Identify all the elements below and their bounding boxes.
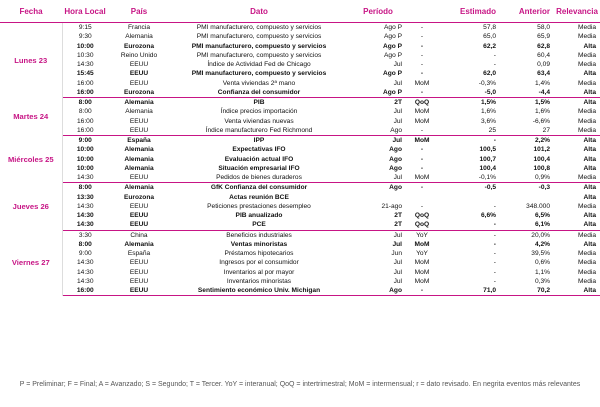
- estimado-cell: -0,1%: [436, 173, 500, 183]
- table-row: [0, 51, 600, 60]
- table-row: [0, 136, 600, 146]
- tipo-cell: MoM: [414, 108, 430, 116]
- dato-cell: PMI manufacturero, compuesto y servicios: [196, 51, 322, 59]
- dato-cell: Expectativas IFO: [232, 146, 286, 154]
- header-tipo: [408, 0, 436, 23]
- relevancia-cell: Alta: [583, 240, 596, 248]
- hora-cell: 10:00: [76, 164, 94, 172]
- estimado-cell: -: [493, 231, 496, 239]
- hora-cell: 14:30: [76, 268, 94, 276]
- table-row: [0, 230, 600, 240]
- relevancia-cell: Media: [578, 24, 596, 32]
- hora-cell: 9:30: [78, 33, 92, 41]
- dato-cell: GfK Confianza del consumidor: [210, 184, 308, 192]
- estimado-cell: 65,0: [483, 33, 496, 41]
- table-row: [0, 42, 600, 51]
- table-row: [0, 23, 600, 33]
- pais-cell: EEUU: [108, 286, 170, 296]
- dato-cell: Índice precios importación: [220, 108, 298, 116]
- estimado-cell: -: [493, 51, 496, 59]
- estimado-cell: -: [493, 268, 496, 276]
- dato-cell: PMI manufacturero, compuesto y servicios: [196, 24, 322, 32]
- anterior-cell: 6,1%: [500, 220, 554, 230]
- tipo-cell: -: [420, 184, 424, 192]
- anterior-cell: 2,2%: [534, 137, 550, 145]
- table-row: [0, 126, 600, 136]
- table-row: [0, 286, 600, 296]
- table-row: [0, 258, 600, 267]
- anterior-cell: 4,2%: [534, 240, 550, 248]
- periodo-cell: Jul: [393, 79, 402, 87]
- periodo-cell: 2T: [348, 220, 408, 230]
- anterior-cell: 70,2: [500, 286, 554, 296]
- pais-cell: EEUU: [129, 117, 149, 125]
- anterior-cell: 39,5%: [531, 250, 550, 258]
- tipo-cell: -: [420, 70, 424, 78]
- hora-cell: 14:30: [76, 277, 94, 285]
- tipo-cell: MoM: [414, 117, 430, 125]
- pais-cell: EEUU: [129, 259, 149, 267]
- relevancia-cell: Alta: [583, 70, 596, 78]
- relevancia-cell: Alta: [583, 99, 596, 107]
- estimado-cell: 6,6%: [480, 212, 496, 220]
- estimado-cell: [436, 193, 500, 202]
- anterior-cell: 0,3%: [534, 277, 550, 285]
- pais-cell: Alemania: [125, 108, 153, 116]
- tipo-cell: QoQ: [408, 220, 436, 230]
- relevancia-cell: Media: [578, 259, 596, 267]
- relevancia-cell: Alta: [583, 146, 596, 154]
- anterior-cell: 65,9: [537, 33, 550, 41]
- periodo-cell: Jul: [393, 117, 402, 125]
- estimado-cell: -5,0: [436, 88, 500, 98]
- hora-cell: 14:30: [62, 220, 108, 230]
- dato-cell: Ventas minoristas: [230, 240, 288, 248]
- estimado-cell: -: [493, 137, 496, 145]
- tipo-cell: MoM: [408, 173, 436, 183]
- dato-cell: Venta viviendas 2ª mano: [222, 79, 296, 87]
- tipo-cell: YoY: [416, 250, 428, 258]
- anterior-cell: -0,3: [538, 184, 550, 192]
- relevancia-cell: Media: [554, 126, 600, 136]
- hora-cell: 16:00: [62, 126, 108, 136]
- pais-cell: España: [127, 137, 151, 145]
- table-row: [0, 107, 600, 116]
- tipo-cell: -: [420, 51, 424, 59]
- relevancia-cell: Media: [578, 51, 596, 59]
- tipo-cell: MoM: [414, 277, 430, 285]
- tipo-cell: MoM: [414, 268, 430, 276]
- relevancia-cell: Media: [578, 108, 596, 116]
- tipo-cell: -: [420, 155, 424, 163]
- dato-cell: PIB: [253, 99, 265, 107]
- anterior-cell: 62,8: [537, 42, 550, 50]
- estimado-cell: -: [493, 277, 496, 285]
- relevancia-cell: Alta: [554, 88, 600, 98]
- tipo-cell: [408, 193, 436, 202]
- anterior-cell: [500, 193, 554, 202]
- dato-cell: PIB anualizado: [235, 212, 283, 220]
- hora-cell: 8:00: [78, 240, 92, 248]
- tipo-cell: -: [408, 286, 436, 296]
- pais-cell: EEUU: [129, 70, 149, 78]
- relevancia-cell: Alta: [583, 164, 596, 172]
- pais-cell: EEUU: [108, 126, 170, 136]
- tipo-cell: -: [420, 164, 424, 172]
- estimado-cell: -: [436, 220, 500, 230]
- tipo-cell: QoQ: [414, 212, 430, 220]
- anterior-cell: 348.000: [526, 202, 550, 210]
- table-row: [0, 98, 600, 108]
- anterior-cell: 60,4: [537, 51, 550, 59]
- table-row: [0, 69, 600, 78]
- periodo-cell: Jul: [393, 108, 402, 116]
- hora-cell: 16:00: [62, 286, 108, 296]
- header-anterior: Anterior: [500, 0, 554, 23]
- hora-cell: 13:30: [76, 193, 94, 201]
- periodo-cell: 2T: [394, 212, 402, 220]
- estimado-cell: 1,6%: [480, 108, 496, 116]
- relevancia-cell: Alta: [583, 184, 596, 192]
- relevancia-cell: Media: [578, 202, 596, 210]
- header-fecha: Fecha: [0, 0, 62, 23]
- table-row: [0, 155, 600, 164]
- periodo-cell: Ago P: [382, 70, 402, 78]
- estimado-cell: 62,0: [483, 70, 496, 78]
- tipo-cell: MoM: [414, 137, 430, 145]
- pais-cell: EEUU: [108, 173, 170, 183]
- pais-cell: EEUU: [129, 61, 149, 69]
- periodo-cell: Ago: [389, 155, 402, 163]
- periodo-cell: Ago: [389, 146, 402, 154]
- estimado-cell: -: [493, 259, 496, 267]
- estimado-cell: 100,7: [479, 155, 496, 163]
- day-label: Martes 24: [0, 98, 62, 136]
- periodo-cell: Jul: [393, 259, 402, 267]
- pais-cell: Alemania: [124, 240, 154, 248]
- pais-cell: EEUU: [129, 202, 149, 210]
- relevancia-cell: Media: [578, 250, 596, 258]
- dato-cell: Sentimiento económico Univ. Michigan: [170, 286, 348, 296]
- anterior-cell: 6,5%: [534, 212, 550, 220]
- hora-cell: 9:00: [78, 250, 92, 258]
- pais-cell: Alemania: [124, 184, 154, 192]
- dato-cell: PMI manufacturero, compuesto y servicios: [196, 33, 322, 41]
- table-row: [0, 268, 600, 277]
- tipo-cell: MoM: [414, 240, 430, 248]
- table-row: [0, 220, 600, 230]
- anterior-cell: 100,8: [533, 164, 550, 172]
- table-row: [0, 211, 600, 220]
- hora-cell: 8:00: [78, 99, 92, 107]
- tipo-cell: -: [408, 126, 436, 136]
- table-row: [0, 60, 600, 69]
- estimado-cell: 71,0: [436, 286, 500, 296]
- estimado-cell: 100,5: [479, 146, 496, 154]
- dato-cell: Venta viviendas nuevas: [224, 117, 294, 125]
- table-row: [0, 32, 600, 41]
- pais-cell: Alemania: [124, 146, 154, 154]
- dato-cell: Inventarios minoristas: [226, 277, 292, 285]
- periodo-cell: Ago: [389, 164, 402, 172]
- header-dato: Dato: [170, 0, 348, 23]
- pais-cell: España: [127, 250, 151, 258]
- footnote: P = Preliminar; F = Final; A = Avanzado; S = Segundo; T = Tercer. YoY = interanual; QoQ = intertrimestral; MoM = intermensual; r = dato revisado. En negrita eventos más relevantes: [19, 381, 581, 388]
- dato-cell: PMI manufacturero, compuesto y servicios: [191, 42, 327, 50]
- relevancia-cell: Media: [578, 277, 596, 285]
- pais-cell: EEUU: [129, 212, 149, 220]
- pais-cell: Francia: [128, 24, 150, 32]
- periodo-cell: Ago P: [384, 24, 402, 32]
- table-row: [0, 88, 600, 98]
- estimado-cell: -: [493, 240, 496, 248]
- anterior-cell: 0,9%: [500, 173, 554, 183]
- periodo-cell: Jun: [391, 250, 402, 258]
- day-label: Viernes 27: [0, 230, 62, 296]
- hora-cell: 14:30: [76, 212, 94, 220]
- estimado-cell: 1,5%: [480, 99, 496, 107]
- dato-cell: Peticiones prestaciones desempleo: [207, 202, 311, 210]
- anterior-cell: 1,5%: [534, 99, 550, 107]
- tipo-cell: -: [420, 61, 424, 69]
- anterior-cell: 0,09: [537, 61, 550, 69]
- relevancia-cell: Media: [578, 117, 596, 125]
- hora-cell: 14:30: [76, 61, 94, 69]
- anterior-cell: 20,0%: [531, 231, 550, 239]
- table-row: [0, 79, 600, 88]
- hora-cell: 16:00: [76, 117, 94, 125]
- estimado-cell: -: [493, 250, 496, 258]
- anterior-cell: 27: [500, 126, 554, 136]
- table-row: [0, 164, 600, 173]
- calendar-body: [0, 23, 600, 296]
- table-row: [0, 240, 600, 249]
- dato-cell: Índice manufacturero Fed Richmond: [170, 126, 348, 136]
- periodo-cell: 21-ago: [381, 202, 402, 210]
- tipo-cell: -: [408, 88, 436, 98]
- hora-cell: 10:30: [76, 51, 94, 59]
- hora-cell: 14:30: [76, 202, 94, 210]
- table-row: [0, 277, 600, 286]
- relevancia-cell: Media: [578, 231, 596, 239]
- periodo-cell: Ago P: [348, 88, 408, 98]
- header-relevancia: Relevancia: [554, 0, 600, 23]
- pais-cell: Alemania: [124, 155, 154, 163]
- periodo-cell: 2T: [394, 99, 402, 107]
- dato-cell: Pedidos de bienes duraderos: [170, 173, 348, 183]
- table-row: [0, 145, 600, 154]
- estimado-cell: -0,5: [484, 184, 496, 192]
- relevancia-cell: Alta: [583, 193, 596, 201]
- hora-cell: 14:30: [62, 173, 108, 183]
- hora-cell: 10:00: [76, 155, 94, 163]
- pais-cell: Alemania: [125, 33, 153, 41]
- pais-cell: Eurozona: [108, 88, 170, 98]
- dato-cell: PMI manufacturero, compuesto y servicios: [191, 70, 327, 78]
- anterior-cell: 58,0: [537, 24, 550, 32]
- relevancia-cell: Alta: [554, 286, 600, 296]
- tipo-cell: QoQ: [414, 99, 430, 107]
- dato-cell: PCE: [170, 220, 348, 230]
- anterior-cell: 0,6%: [534, 259, 550, 267]
- pais-cell: EEUU: [129, 268, 149, 276]
- dato-cell: Ingresos por el consumidor: [219, 259, 299, 267]
- pais-cell: EEUU: [108, 220, 170, 230]
- estimado-cell: -: [493, 61, 496, 69]
- periodo-cell: Jul: [393, 277, 402, 285]
- pais-cell: China: [130, 231, 148, 239]
- header-periodo: Período: [348, 0, 408, 23]
- periodo-cell: Ago: [389, 184, 402, 192]
- anterior-cell: -6,6%: [532, 117, 550, 125]
- relevancia-cell: Media: [578, 61, 596, 69]
- anterior-cell: 63,4: [537, 70, 550, 78]
- header-hora: Hora Local: [62, 0, 108, 23]
- periodo-cell: Jul: [393, 268, 402, 276]
- relevancia-cell: Media: [578, 268, 596, 276]
- estimado-cell: 25: [436, 126, 500, 136]
- tipo-cell: -: [420, 33, 424, 41]
- table-row: [0, 117, 600, 126]
- anterior-cell: 1,6%: [534, 108, 550, 116]
- hora-cell: 8:00: [78, 108, 92, 116]
- dato-cell: Actas reunión BCE: [229, 193, 289, 201]
- pais-cell: Eurozona: [123, 42, 155, 50]
- periodo-cell: Ago P: [382, 42, 402, 50]
- periodo-cell: Jul: [393, 231, 402, 239]
- tipo-cell: MoM: [414, 79, 430, 87]
- periodo-cell: Ago P: [384, 51, 402, 59]
- table-row: [0, 173, 600, 183]
- periodo-cell: Ago P: [384, 33, 402, 41]
- periodo-cell: Ago: [348, 126, 408, 136]
- day-label: Miércoles 25: [0, 136, 62, 183]
- hora-cell: 14:30: [76, 259, 94, 267]
- periodo-cell: Jul: [393, 61, 402, 69]
- tipo-cell: -: [420, 146, 424, 154]
- relevancia-cell: Media: [554, 173, 600, 183]
- periodo-cell: Ago: [348, 286, 408, 296]
- table-row: [0, 249, 600, 258]
- hora-cell: 16:00: [62, 88, 108, 98]
- pais-cell: EEUU: [129, 79, 149, 87]
- hora-cell: 3:30: [78, 231, 92, 239]
- dato-cell: Préstamos hipotecarios: [224, 250, 294, 258]
- hora-cell: 9:00: [78, 137, 92, 145]
- dato-cell: Inventarios al por mayor: [223, 268, 295, 276]
- hora-cell: 9:15: [78, 24, 92, 32]
- header-pais: País: [108, 0, 170, 23]
- relevancia-cell: Alta: [554, 220, 600, 230]
- relevancia-cell: Alta: [583, 137, 596, 145]
- periodo-cell: Jul: [392, 240, 402, 248]
- anterior-cell: 101,2: [533, 146, 550, 154]
- pais-cell: Reino Unido: [120, 51, 158, 59]
- hora-cell: 8:00: [78, 184, 92, 192]
- pais-cell: Alemania: [124, 99, 154, 107]
- hora-cell: 10:00: [76, 42, 94, 50]
- anterior-cell: -4,4: [500, 88, 554, 98]
- table-row: [0, 202, 600, 211]
- hora-cell: 16:00: [76, 79, 94, 87]
- dato-cell: Beneficios industriales: [226, 231, 292, 239]
- tipo-cell: MoM: [414, 259, 430, 267]
- anterior-cell: 1,1%: [534, 268, 550, 276]
- dato-cell: Índice de Actividad Fed de Chicago: [207, 61, 311, 69]
- anterior-cell: 1,4%: [534, 79, 550, 87]
- table-row: [0, 183, 600, 193]
- relevancia-cell: Media: [578, 79, 596, 87]
- hora-cell: 10:00: [76, 146, 94, 154]
- estimado-cell: -: [493, 202, 496, 210]
- periodo-cell: Jul: [348, 173, 408, 183]
- relevancia-cell: Alta: [583, 42, 596, 50]
- tipo-cell: YoY: [416, 231, 428, 239]
- estimado-cell: 3,6%: [480, 117, 496, 125]
- tipo-cell: -: [420, 24, 424, 32]
- estimado-cell: -0,3%: [478, 79, 496, 87]
- anterior-cell: 100,4: [533, 155, 550, 163]
- table-row: [0, 193, 600, 202]
- estimado-cell: 100,4: [479, 164, 496, 172]
- dato-cell: Evaluación actual IFO: [224, 155, 294, 163]
- periodo-cell: [348, 193, 408, 202]
- tipo-cell: -: [420, 202, 424, 210]
- dato-cell: IPP: [253, 137, 265, 145]
- header-row: [0, 0, 600, 23]
- pais-cell: EEUU: [129, 277, 149, 285]
- periodo-cell: Jul: [392, 137, 402, 145]
- header-estimado: Estimado: [436, 0, 500, 23]
- relevancia-cell: Alta: [583, 155, 596, 163]
- day-label: Lunes 23: [0, 23, 62, 98]
- estimado-cell: 57,8: [483, 24, 496, 32]
- relevancia-cell: Media: [578, 33, 596, 41]
- dato-cell: Confianza del consumidor: [170, 88, 348, 98]
- pais-cell: Eurozona: [123, 193, 155, 201]
- hora-cell: 15:45: [76, 70, 94, 78]
- pais-cell: Alemania: [124, 164, 154, 172]
- day-label: Jueves 26: [0, 183, 62, 230]
- tipo-cell: -: [420, 42, 424, 50]
- estimado-cell: 62,2: [483, 42, 496, 50]
- relevancia-cell: Alta: [583, 212, 596, 220]
- dato-cell: Situación empresarial IFO: [218, 164, 300, 172]
